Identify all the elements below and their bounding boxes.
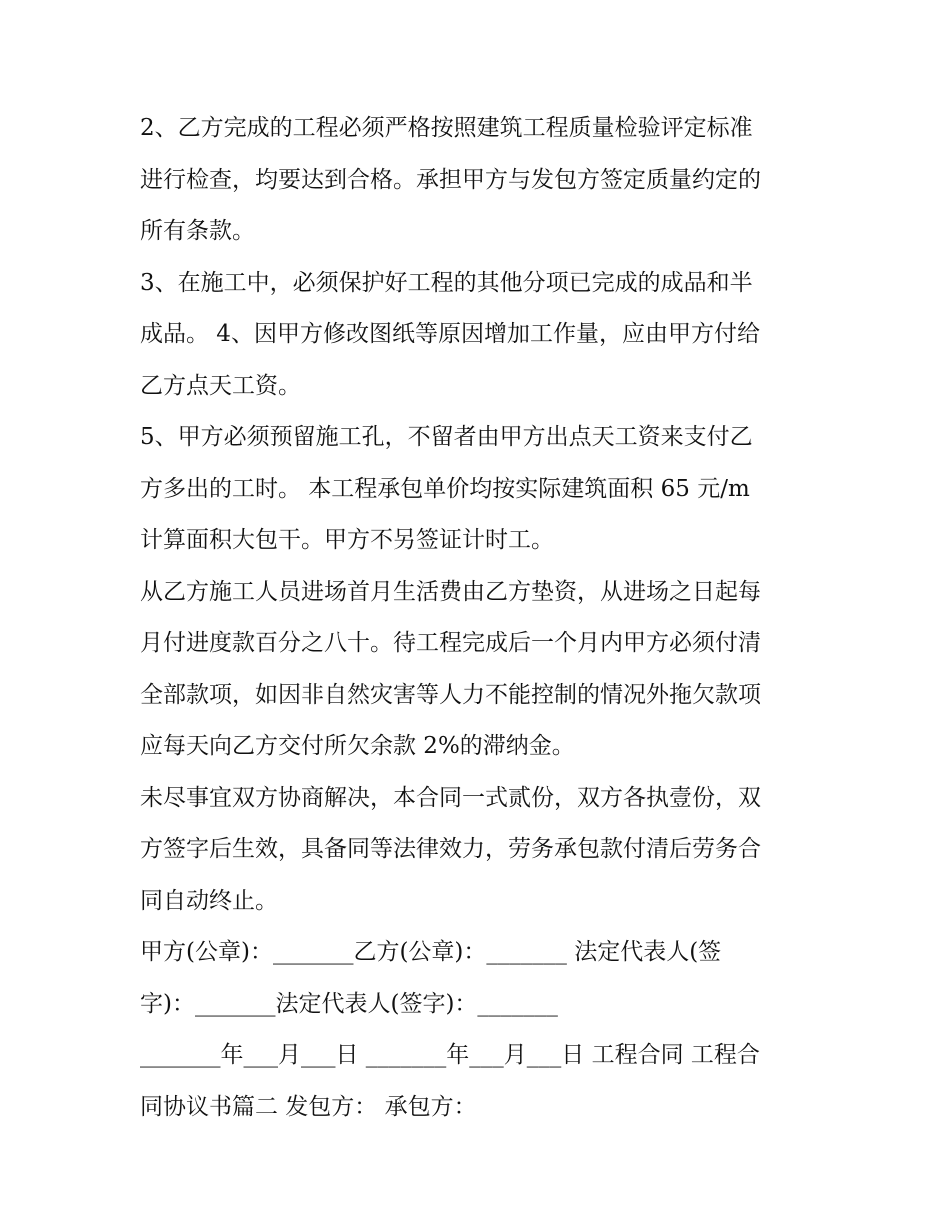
document-body [140,103,830,1133]
signature-line: 字)：_______法定代表人(签字)：_______ [140,990,558,1017]
text-line: 所有条款。 [140,218,255,244]
text-line: 未尽事宜双方协商解决，本合同一式贰份，双方各执壹份，双 [140,784,761,811]
text-line: 全部款项，如因非自然灾害等人力不能控制的情况外拖欠款项 [140,681,761,708]
text-line: 2、乙方完成的工程必须严格按照建筑工程质量检验评定标准 [140,115,753,141]
text-line: 进行检查，均要达到合格。承担甲方与发包方签定质量约定的 [140,166,761,193]
signature-line: 甲方(公章)：_______乙方(公章)：_______ 法定代表人(签 [140,939,722,965]
text-line: 从乙方施工人员进场首月生活费由乙方垫资，从进场之日起每 [140,578,761,605]
text-line: 应每天向乙方交付所欠余款 2%的滞纳金。 [140,733,575,759]
text-line: 成品。 4、因甲方修改图纸等原因增加工作量，应由甲方付给 [140,321,760,347]
text-line: 同协议书篇二 发包方： 承包方： [140,1093,477,1120]
text-line: 5、甲方必须预留施工孔，不留者由甲方出点天工资来支付乙 [140,424,753,450]
text-line: 方签字后生效，具备同等法律效力，劳务承包款付清后劳务合 [140,836,761,862]
text-line: 方多出的工时。 本工程承包单价均按实际建筑面积 65 元/m [140,475,750,502]
text-line: 月付进度款百分之八十。待工程完成后一个月内甲方必须付清 [140,630,761,656]
date-line: _______年___月___日 _______年___月___日 工程合同 工程合 [140,1042,760,1068]
text-line: 计算面积大包干。甲方不另签证计时工。 [140,527,554,553]
text-line: 3、在施工中，必须保护好工程的其他分项已完成的成品和半 [140,269,753,296]
text-line: 乙方点天工资。 [140,372,301,399]
text-line: 同自动终止。 [140,887,278,914]
